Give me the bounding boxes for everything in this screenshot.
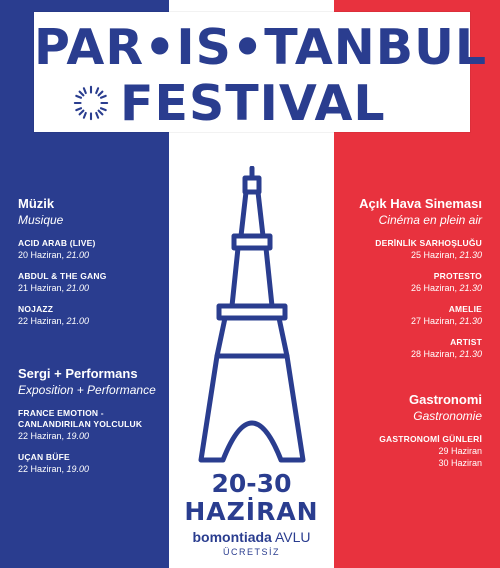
event-name: ABDUL & THE GANG <box>18 271 107 281</box>
event-date <box>18 430 168 442</box>
event-name: NOJAZZ <box>18 304 54 314</box>
music-event <box>18 304 168 327</box>
cinema-title: Açık Hava Sineması <box>359 196 482 211</box>
exhibit-event <box>18 452 168 475</box>
event-day: 25 Haziran, <box>410 250 460 260</box>
event-day: 26 Haziran, <box>410 283 460 293</box>
date-block <box>169 470 334 558</box>
event-day: 28 Haziran, <box>410 349 460 359</box>
event-name: GASTRONOMİ GÜNLERİ <box>379 434 482 444</box>
cinema-event <box>332 304 482 327</box>
event-day: 22 Haziran, <box>18 316 67 326</box>
eiffel-tower-icon <box>197 166 307 466</box>
event-day: 20 Haziran, <box>18 250 67 260</box>
event-day: 22 Haziran, <box>18 464 67 474</box>
cinema-subtitle: Cinéma en plein air <box>378 213 482 227</box>
exhibit-title: Sergi + Performans <box>18 366 138 381</box>
event-name: PROTESTO <box>433 271 482 281</box>
event-date <box>18 463 168 475</box>
music-event <box>18 238 168 261</box>
music-subtitle: Musique <box>18 213 64 227</box>
event-date <box>332 348 482 360</box>
venue <box>169 528 334 546</box>
event-date <box>332 249 482 261</box>
exhibit-section <box>18 366 168 485</box>
event-name: ACID ARAB (LIVE) <box>18 238 96 248</box>
gastro-title: Gastronomi <box>409 392 482 407</box>
event-time: 21.30 <box>459 283 482 293</box>
event-date <box>18 315 168 327</box>
event-day: 27 Haziran, <box>410 316 460 326</box>
date-range: 20-30 <box>211 469 292 498</box>
event-day: 21 Haziran, <box>18 283 67 293</box>
event-time: 21.00 <box>66 316 90 326</box>
cinema-event <box>332 337 482 360</box>
gastro-section <box>332 392 482 479</box>
event-date <box>18 249 168 261</box>
event-name: ARTIST <box>450 337 482 347</box>
event-date <box>18 282 168 294</box>
gastro-subtitle: Gastronomie <box>413 409 482 423</box>
event-date <box>332 315 482 327</box>
event-time: 21.00 <box>66 250 90 260</box>
cinema-event <box>332 238 482 261</box>
event-time: 21.30 <box>459 316 482 326</box>
title-line-2: FESTIVAL <box>120 75 386 132</box>
event-time: 21.30 <box>459 250 482 260</box>
cinema-section <box>332 196 482 370</box>
event-date: 29 Haziran <box>438 446 482 456</box>
cinema-event <box>332 271 482 294</box>
event-day: 22 Haziran, <box>18 431 67 441</box>
event-time: 19.00 <box>66 431 90 441</box>
title-line-1: PAR•IS•TANBUL <box>34 19 488 76</box>
music-section <box>18 196 168 337</box>
event-time: 21.00 <box>66 283 90 293</box>
event-name: DERİNLİK SARHOŞLUĞU <box>375 238 482 248</box>
exhibit-subtitle: Exposition + Performance <box>18 383 156 397</box>
free-label: ÜCRETSİZ <box>223 547 280 557</box>
event-time: 19.00 <box>66 464 90 474</box>
event-time: 21.30 <box>459 349 482 359</box>
title-box <box>34 12 488 132</box>
exhibit-event <box>18 408 168 442</box>
venue-rest: AVLU <box>271 529 311 545</box>
event-name: UÇAN BÜFE <box>18 452 70 462</box>
event-name: FRANCE EMOTION - CANLANDIRILAN YOLCULUK <box>18 408 143 429</box>
event-name: AMELIE <box>448 304 482 314</box>
event-date <box>332 282 482 294</box>
music-title: Müzik <box>18 196 55 211</box>
music-event <box>18 271 168 294</box>
venue-brand: bomontiada <box>192 529 272 545</box>
sun-icon <box>72 84 110 122</box>
date-month: HAZİRAN <box>184 497 319 526</box>
event-date: 30 Haziran <box>438 458 482 468</box>
